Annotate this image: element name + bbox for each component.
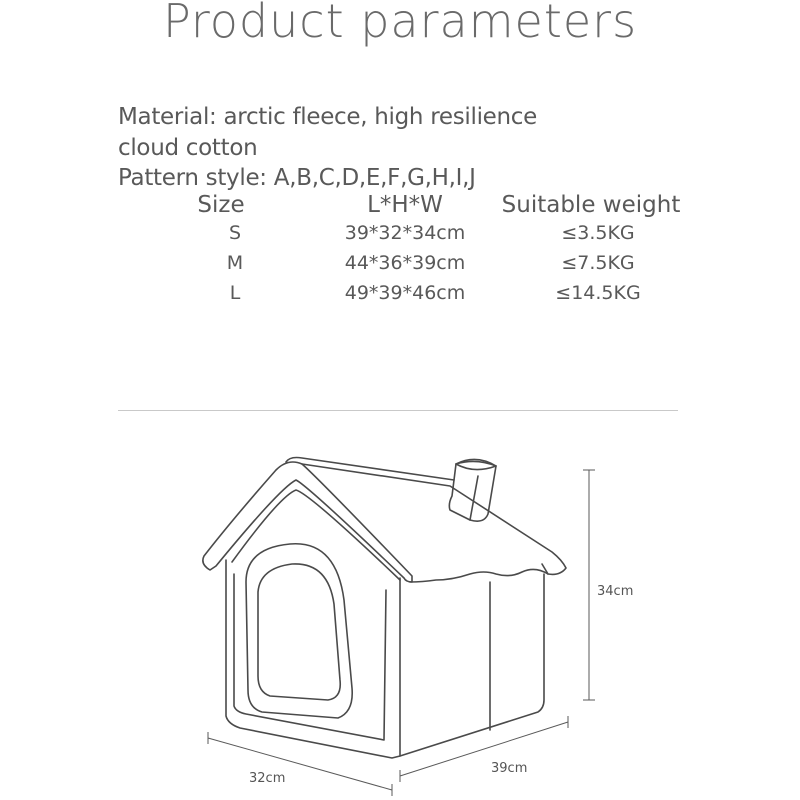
pattern-style-text: Pattern style: A,B,C,D,E,F,G,H,I,J [118,165,476,191]
material-text-line2: cloud cotton [118,135,258,161]
table-cell-size: M [226,252,244,274]
house-side-face [400,574,544,756]
table-cell-dimensions: 49*39*46cm [344,282,466,304]
depth-label: 39cm [491,761,528,776]
house-front-face [226,560,400,758]
gable-inner-line [232,490,400,580]
material-text-line1: Material: arctic fleece, high resilience [118,104,537,130]
depth-dimension-line [400,722,568,776]
table-cell-size: L [229,282,241,304]
table-cell-weight: ≤7.5KG [561,252,635,274]
table-header-weight: Suitable weight [501,192,681,218]
table-cell-size: S [228,222,242,244]
table-cell-dimensions: 44*36*39cm [344,252,466,274]
chimney [449,461,496,521]
width-dimension-line [208,738,392,790]
door-opening [258,564,340,700]
width-label: 32cm [249,771,286,786]
roof-slab [302,464,566,582]
page-title: Product parameters [162,0,638,48]
height-label: 34cm [597,584,634,599]
front-roof-outer [203,462,412,582]
table-header-size: Size [197,192,245,218]
table-cell-weight: ≤3.5KG [561,222,635,244]
table-header-dimensions: L*H*W [367,192,443,218]
table-cell-dimensions: 39*32*34cm [344,222,466,244]
table-cell-weight: ≤14.5KG [555,282,641,304]
